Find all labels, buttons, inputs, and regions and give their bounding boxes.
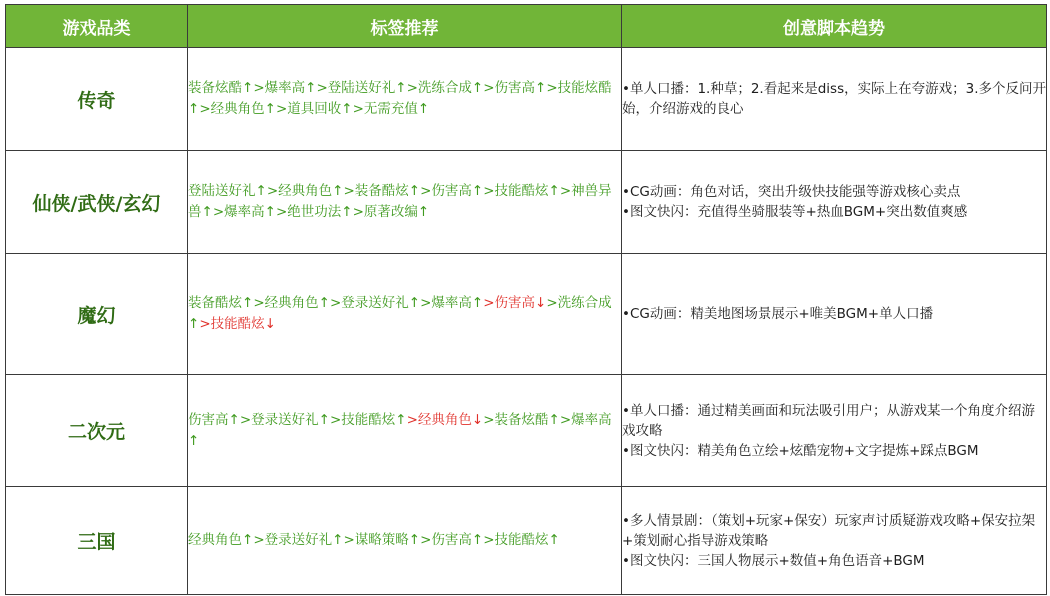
table-row (6, 487, 1047, 595)
game-category-table (5, 4, 1047, 595)
tag-item: >爆率高↑ (212, 204, 276, 220)
tag-item: >经典角色↑ (253, 295, 330, 311)
trend-line: •图文快闪：精美角色立绘+炫酷宠物+文字提炼+踩点BGM (622, 442, 979, 459)
trend-line: •图文快闪：三国人物展示+数值+角色语音+BGM (622, 552, 925, 569)
tag-recommendation-cell (188, 254, 622, 375)
tag-item: >爆率高↑ (253, 80, 317, 96)
tag-recommendation-cell (188, 375, 622, 487)
creative-trend-cell (622, 254, 1047, 375)
trend-line: •单人口播：通过精美画面和玩法吸引用户；从游戏某一个角度介绍游戏攻略 (622, 402, 1035, 439)
tag-item: >登录送好礼↑ (329, 295, 421, 311)
tag-item: >装备炫酷↑ (483, 411, 560, 428)
tag-item: >登录送好礼↑ (239, 411, 330, 428)
category-cell: 二次元 (6, 375, 188, 487)
header-category: 游戏品类 (6, 5, 188, 48)
tag-item: 经典角色↑ (188, 532, 254, 548)
tag-item: >爆率高↑ (188, 411, 612, 449)
category-cell: 三国 (6, 487, 188, 595)
table-body (6, 48, 1047, 595)
tag-item: >洗练合成↑ (188, 295, 612, 332)
table-row (6, 151, 1047, 254)
tag-item: >伤害高↑ (420, 183, 484, 199)
tag-item: >技能酷炫↑ (483, 183, 560, 199)
category-cell: 魔幻 (6, 254, 188, 375)
tag-item: >无需充值↑ (352, 101, 430, 117)
tag-item: >原著改编↑ (352, 204, 430, 220)
trend-line: •CG动画：精美地图场景展示+唯美BGM+单人口播 (622, 306, 934, 322)
tag-item: 伤害高↑ (188, 411, 240, 428)
table-row (6, 254, 1047, 375)
tag-item: >绝世功法↑ (275, 204, 353, 220)
tag-item: >谋略策略↑ (343, 532, 421, 548)
category-cell: 传奇 (6, 48, 188, 151)
tag-item: >道具回收↑ (275, 101, 353, 117)
tag-item: >技能酷炫↑ (483, 532, 560, 548)
tag-item: >洗练合成↑ (406, 80, 484, 96)
creative-trend-cell (622, 375, 1047, 487)
trend-line: •图文快闪：充值得坐骑服装等+热血BGM+突出数值爽感 (622, 204, 968, 220)
tag-recommendation-cell (188, 48, 622, 151)
tag-item: >经典角色↑ (266, 183, 344, 199)
tag-item: >爆率高↑ (420, 295, 484, 311)
tag-item: >伤害高↓ (483, 295, 547, 311)
tag-recommendation-cell (188, 151, 622, 254)
creative-trend-cell (622, 487, 1047, 595)
creative-trend-cell (622, 151, 1047, 254)
header-trends: 创意脚本趋势 (622, 5, 1047, 48)
tag-item: 登陆送好礼↑ (188, 183, 267, 199)
tag-item: >登录送好礼↑ (253, 532, 344, 548)
tag-item: >技能炫酷↑ (188, 80, 612, 117)
tag-item: >伤害高↑ (420, 532, 484, 548)
trend-line: •多人情景剧：（策划+玩家+保安）玩家声讨质疑游戏攻略+保安拉架+策划耐心指导游戏策略 (622, 512, 1036, 549)
header-tags: 标签推荐 (188, 5, 622, 48)
creative-trend-cell (622, 48, 1047, 151)
tag-item: >登陆送好礼↑ (316, 80, 407, 96)
tag-item: >经典角色↑ (199, 101, 276, 117)
tag-item: 装备酷炫↑ (188, 295, 254, 311)
header-row (6, 5, 1047, 48)
table-row (6, 48, 1047, 151)
trend-line: •单人口播：1.种草；2.看起来是diss，实际上在夸游戏；3.多个反问开始，介绍游戏的良心 (622, 81, 1046, 117)
trend-line: •CG动画：角色对话，突出升级快技能强等游戏核心卖点 (622, 184, 961, 200)
tag-item: >技能酷炫↓ (199, 316, 276, 332)
tag-recommendation-cell (188, 487, 622, 595)
tag-item: 装备炫酷↑ (188, 80, 254, 96)
table-row (6, 375, 1047, 487)
tag-item: >经典角色↓ (406, 411, 484, 428)
category-cell: 仙侠/武侠/玄幻 (6, 151, 188, 254)
tag-item: >伤害高↑ (483, 80, 547, 96)
tag-item: >技能酷炫↑ (329, 411, 407, 428)
tag-item: >神兽异兽↑ (188, 183, 612, 220)
tag-item: >装备酷炫↑ (343, 183, 421, 199)
